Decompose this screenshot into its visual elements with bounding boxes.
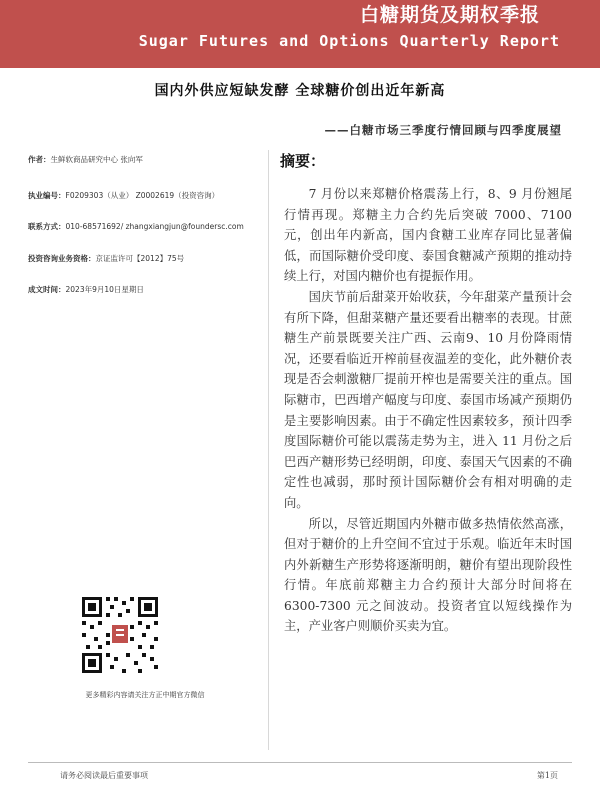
abstract-paragraph: 7 月份以来郑糖价格震荡上行，8、9 月份翘尾行情再现。郑糖主力合约先后突破 7000、7100 元，创出年内新高，国内食糖工业库存同比显著偏低，而国际糖价受印度、泰国食糖减产预期的推动持续上行，对国内糖价也有提振作用。 [284, 187, 572, 284]
meta-label: 成文时间： [28, 285, 66, 294]
meta-value: 生鲜软商品研究中心 张向军 [50, 155, 143, 164]
meta-qualification [28, 253, 184, 264]
meta-contact [28, 221, 244, 232]
meta-value: 京证监许可【2012】75号 [95, 254, 185, 263]
footer-notice: 请务必阅读最后重要事项 [60, 771, 148, 780]
abstract-paragraph: 国庆节前后甜菜开始收获，今年甜菜产量预计会有所下降，但甜菜糖产量还要看出糖率的表现。甘蔗糖生产前景既要关注广西、云南9、10 月份降雨情况，还要看临近开榨前昼夜温差的变化，此外糖价表现是否会刺激糖厂提前开榨也是需要关注的重点。国际糖市，巴西增产幅度与印度、泰国市场减产预期仍是主要影响因素。由于不确定性因素较多，预计四季度国际糖价可能以震荡走势为主，进入 11 月份之后巴西产糖形势已经明朗，印度、泰国天气因素的不确定性也减弱，那时预计国际糖价会有相对明确的走向。 [284, 289, 572, 510]
page-number: 第1页 [536, 771, 558, 780]
meta-label: 作者： [28, 155, 51, 164]
header-band [0, 0, 600, 68]
footer-rule [28, 762, 572, 763]
abstract-heading: 摘要： [280, 152, 326, 170]
qr-code[interactable] [80, 595, 160, 675]
meta-author [28, 154, 143, 165]
abstract-paragraph: 所以，尽管近期国内外糖市做多热情依然高涨，但对于糖价的上升空间不宜过于乐观。临近年末时国内外新糖生产形势将逐渐明朗，糖价有望出现阶段性行情。年底前郑糖主力合约预计大部分时间将在 6300-7300 元之间波动。投资者宜以短线操作为主，产业客户则顺价买卖为宜。 [284, 516, 572, 634]
qr-caption: 更多精彩内容请关注方正中期官方微信 [85, 691, 205, 699]
report-title-chinese: 白糖期货及期权季报 [359, 4, 540, 26]
document-subtitle: ——白糖市场三季度行情回顾与四季度展望 [324, 123, 562, 137]
meta-value: 2023年9月10日星期日 [65, 285, 144, 294]
meta-label: 执业编号： [28, 191, 66, 200]
qr-code-icon [80, 595, 160, 675]
meta-label: 联系方式： [28, 222, 66, 231]
column-divider [268, 150, 269, 750]
document-title: 国内外供应短缺发酵 全球糖价创出近年新高 [154, 83, 446, 99]
meta-license [28, 190, 219, 201]
report-title-english: Sugar Futures and Options Quarterly Report [138, 32, 560, 50]
meta-date [28, 284, 144, 295]
meta-label: 投资咨询业务资格： [28, 254, 96, 263]
abstract-body [284, 184, 572, 637]
meta-value: F0209303（从业） Z0002619（投资咨询） [65, 191, 220, 200]
meta-value[interactable]: 010-68571692/ zhangxiangjun@foundersc.com [65, 222, 244, 231]
